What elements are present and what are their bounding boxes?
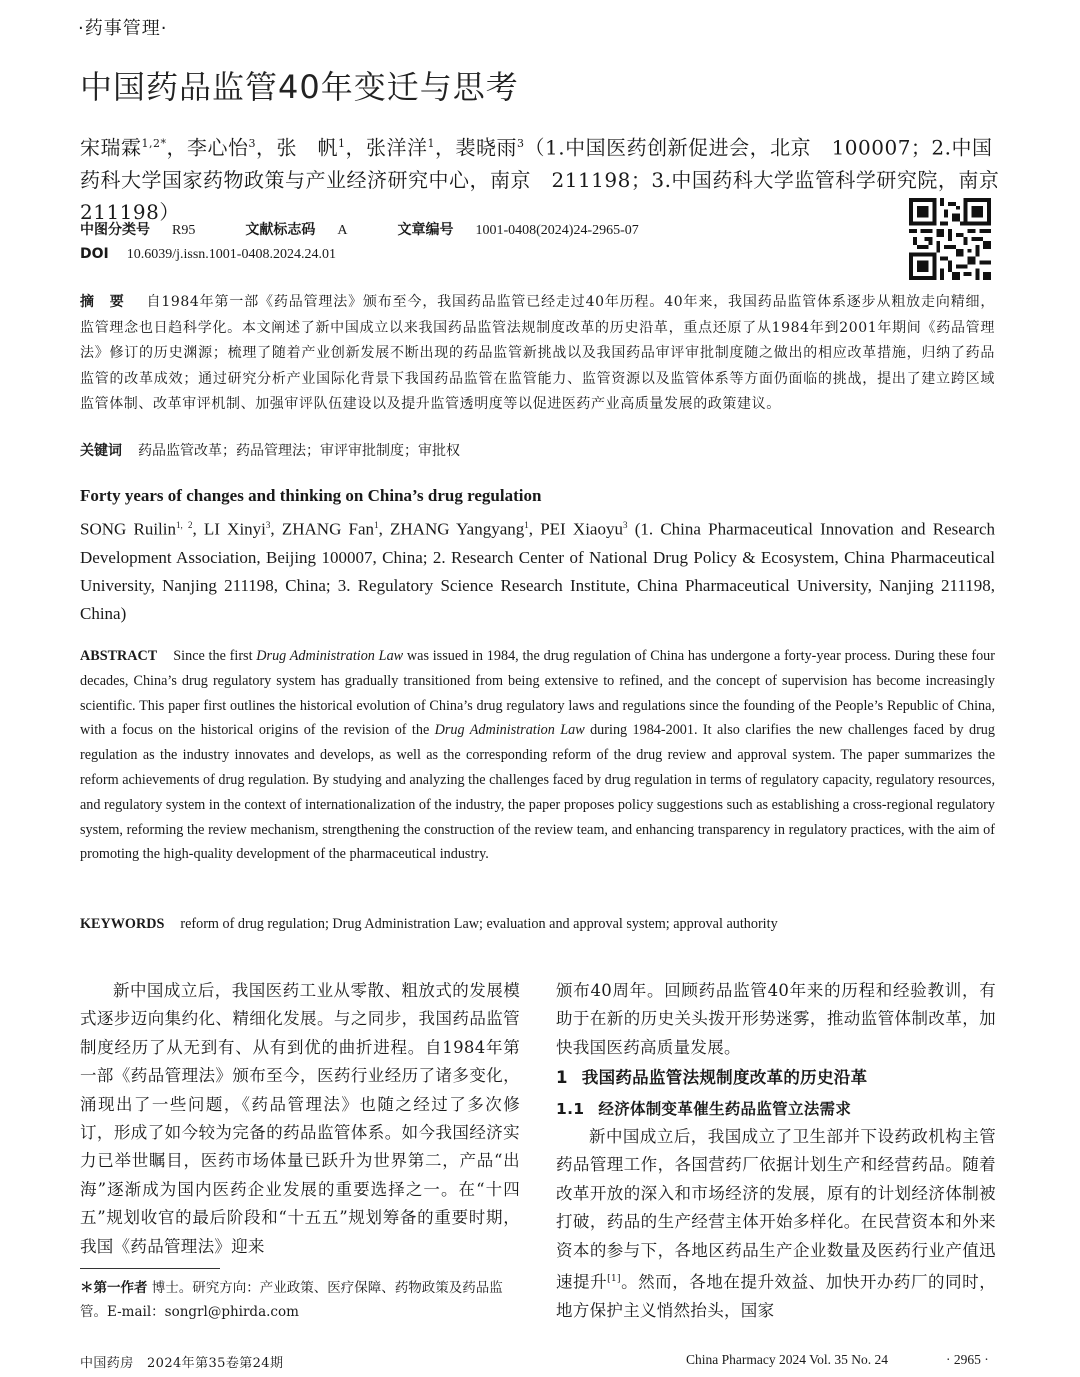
article-number-value: 1001-0408(2024)24-2965-07 (475, 223, 639, 238)
abstract-en-text-3: during 1984-2001. It also clarifies the new challenges faced by drug regulation as the industry innovates and develops, as well as the corresponding reform of the drug review and approval system. The paper summarizes the reform achievements of drug regulation. By studying and analyzing the challenges faced by drug regulation in terms of regulatory capacity, regulatory resources, and regulatory system in the context of internationalization of the industry, the paper proposes policy suggestions such as establishing a cross-regional regulatory system, reforming the review mechanism, strengthening the construction of the review team, and enhancing transparency in regulatory practices, with the aim of promoting the high-quality development of the pharmaceutical industry. (80, 722, 995, 863)
author-name: ，张洋洋 (345, 135, 428, 160)
author-affil-mark: 1,2* (141, 137, 167, 150)
abstract-en-label: ABSTRACT (80, 648, 158, 664)
journal-footer-cn: 中国药房 2024年第35卷第24期 (80, 1356, 284, 1371)
authors-en (80, 511, 995, 628)
page-number: · 2965 · (946, 1352, 989, 1367)
author-name-en: , LI Xinyi (192, 519, 266, 539)
section-heading-text: 我国药品监管法规制度改革的历史沿革 (581, 1068, 868, 1088)
abstract-cn-text: 自1984年第一部《药品管理法》颁布至今，我国药品监管已经走过40年历程。40年来，我国药品监管体系逐步从粗放走向精细，监管理念也日趋科学化。本文阐述了新中国成立以来我国药品监管法规制度改革的历史沿革，重点还原了从1984年到2001年期间《药品管理法》修订的历史渊源；梳理了随着产业创新发展不断出现的药品监管新挑战以及我国药品审评审批制度随之做出的相应改革措施，归纳了药品监管的改革成效；通过研究分析产业国际化背景下我国药品监管在监管能力、监管资源以及监管体系等方面仍面临的挑战，提出了建立跨区域监管体制、改革审评机制、加强审评队伍建设以及提升监管透明度等以促进医药产业高质量发展的政策建议。 (80, 294, 995, 412)
subsection-heading-text: 经济体制变革催生药品监管立法需求 (598, 1099, 852, 1118)
keywords-cn (80, 440, 460, 460)
body-column-right (556, 977, 996, 1325)
body-text: 新中国成立后，我国成立了卫生部并下设药政机构主管药品管理工作，各国营药厂依据计划生产和经营药品。随着改革开放的深入和市场经济的发展，原有的计划经济体制被打破，药品的生产经营主体开始多样化。在民营资本和外来资本的参与下，各地区药品生产企业数量及医药行业产值迅速提升 (556, 1127, 996, 1292)
author-name: ，李心怡 (166, 135, 249, 160)
footnote-label: ＊第一作者 (80, 1280, 148, 1296)
subsection-heading (556, 1095, 996, 1123)
author-name-en: SONG Ruilin (80, 519, 176, 539)
author-affil-mark-en: 1 (374, 520, 379, 530)
author-name: ，裴晓雨 (435, 135, 517, 160)
doc-code-label: 文献标志码 (245, 222, 316, 238)
author-affil-mark: 1 (427, 137, 435, 150)
law-title-italic: Drug Administration Law (434, 722, 585, 739)
body-paragraph (556, 1123, 996, 1325)
section-tag: ·药事管理· (78, 18, 168, 39)
subsection-number: 1.1 (556, 1099, 585, 1118)
keywords-cn-label: 关键词 (80, 443, 122, 459)
keywords-cn-text: 药品监管改革；药品管理法；审评审批制度；审批权 (138, 443, 460, 459)
class-value: R95 (172, 223, 196, 238)
author-name: 宋瑞霖 (80, 135, 142, 160)
affiliations-en: (1. China Pharmaceutical Innovation and Research Development Association, Beijing 100007, China; 2. Research Center of National Drug Policy & Ecosystem, China Pharmaceutical University, Nanjing 211198, China; 3. Regulatory Science Research Institute, China Pharmaceutical University, Nanjing 211198, China) (80, 519, 996, 623)
citation-ref: [1] (607, 1274, 621, 1285)
author-name-en: , PEI Xiaoyu (528, 519, 623, 539)
meta-row-doi (80, 246, 336, 263)
keywords-en (80, 916, 778, 933)
authors-cn (80, 128, 1020, 228)
body-column-left (80, 977, 520, 1261)
section-heading (556, 1064, 996, 1092)
author-name-en: , ZHANG Yangyang (378, 519, 525, 539)
abstract-cn-label: 摘 要 (80, 294, 125, 310)
author-affil-mark: 3 (517, 137, 525, 150)
affiliations-cn: （1.中国医药创新促进会，北京 100007；2.中国药科大学国家药物政策与产业经济研究中心，南京 211198；3.中国药科大学监管科学研究院，南京 211198） (80, 135, 1020, 224)
meta-row-classification (80, 219, 689, 239)
author-affil-mark: 3 (248, 137, 256, 150)
keywords-en-label: KEYWORDS (80, 916, 165, 932)
doc-code-value: A (337, 223, 348, 238)
author-affil-mark-en: 3 (622, 520, 628, 530)
keywords-en-text: reform of drug regulation; Drug Administration Law; evaluation and approval system; approval authority (180, 916, 778, 932)
section-number: 1 (556, 1068, 568, 1088)
abstract-en-text-1: Since the first (173, 648, 257, 664)
class-label: 中图分类号 (80, 222, 150, 238)
abstract-en-text-2: was issued in 1984, the drug regulation of China has undergone a forty-year process. During these four decades, China’s drug regulatory system has gradually transitioned from being extensive to refined, and the concept of supervision has become increasingly scientific. This paper first outlines the historical evolution of China’s drug regulatory laws and regulations since the founding of the People’s Republic of China, with a focus on the historical origins of the revision of the (80, 648, 995, 739)
law-title-italic: Drug Administration Law (256, 648, 404, 664)
footnote-text: 博士。研究方向：产业政策、医疗保障、药物政策及药品监管。E-mail：songrl@phirda.com (80, 1280, 503, 1320)
body-paragraph: 新中国成立后，我国医药工业从零散、粗放式的发展模式逐步迈向集约化、精细化发展。与之同步，我国药品监管制度经历了从无到有、从有到优的曲折进程。自1984年第一部《药品管理法》颁布至今，医药行业经历了诸多变化，涌现出了一些问题，《药品管理法》也随之经过了多次修订，形成了如今较为完备的药品监管体系。如今我国经济实力已举世瞩目，医药市场体量已跃升为世界第二，产品“出海”逐渐成为国内医药企业发展的重要选择之一。在“十四五”规划收官的最后阶段和“十五五”规划筹备的重要时期，我国《药品管理法》迎来 (80, 981, 520, 1256)
journal-footer-en: China Pharmacy 2024 Vol. 35 No. 24 (686, 1352, 888, 1367)
article-title-en: Forty years of changes and thinking on China’s drug regulation (80, 486, 542, 505)
abstract-en (80, 644, 995, 867)
author-affil-mark-en: 3 (265, 520, 271, 530)
author-affil-mark-en: 1 (524, 520, 529, 530)
abstract-cn (80, 290, 995, 418)
qr-code-icon (909, 198, 991, 280)
doi-label: DOI (80, 246, 109, 262)
article-number-label: 文章编号 (397, 222, 454, 238)
author-affil-mark-en: 1, 2 (176, 520, 193, 530)
author-affil-mark: 1 (338, 137, 346, 150)
footnote-divider (80, 1268, 220, 1269)
article-title-cn: 中国药品监管40年变迁与思考 (80, 68, 519, 106)
author-footnote (80, 1276, 520, 1324)
doi-value: 10.6039/j.issn.1001-0408.2024.24.01 (126, 247, 336, 262)
author-name: ，张 帆 (256, 135, 338, 160)
body-text: 。然而，各地在提升效益、加快开办药厂的同时，地方保护主义悄然抬头，国家 (556, 1272, 996, 1320)
author-name-en: , ZHANG Fan (270, 519, 375, 539)
body-paragraph: 颁布40周年。回顾药品监管40年来的历程和经验教训，有助于在新的历史关头拨开形势迷雾，推动监管体制改革，加快我国医药高质量发展。 (556, 981, 996, 1057)
